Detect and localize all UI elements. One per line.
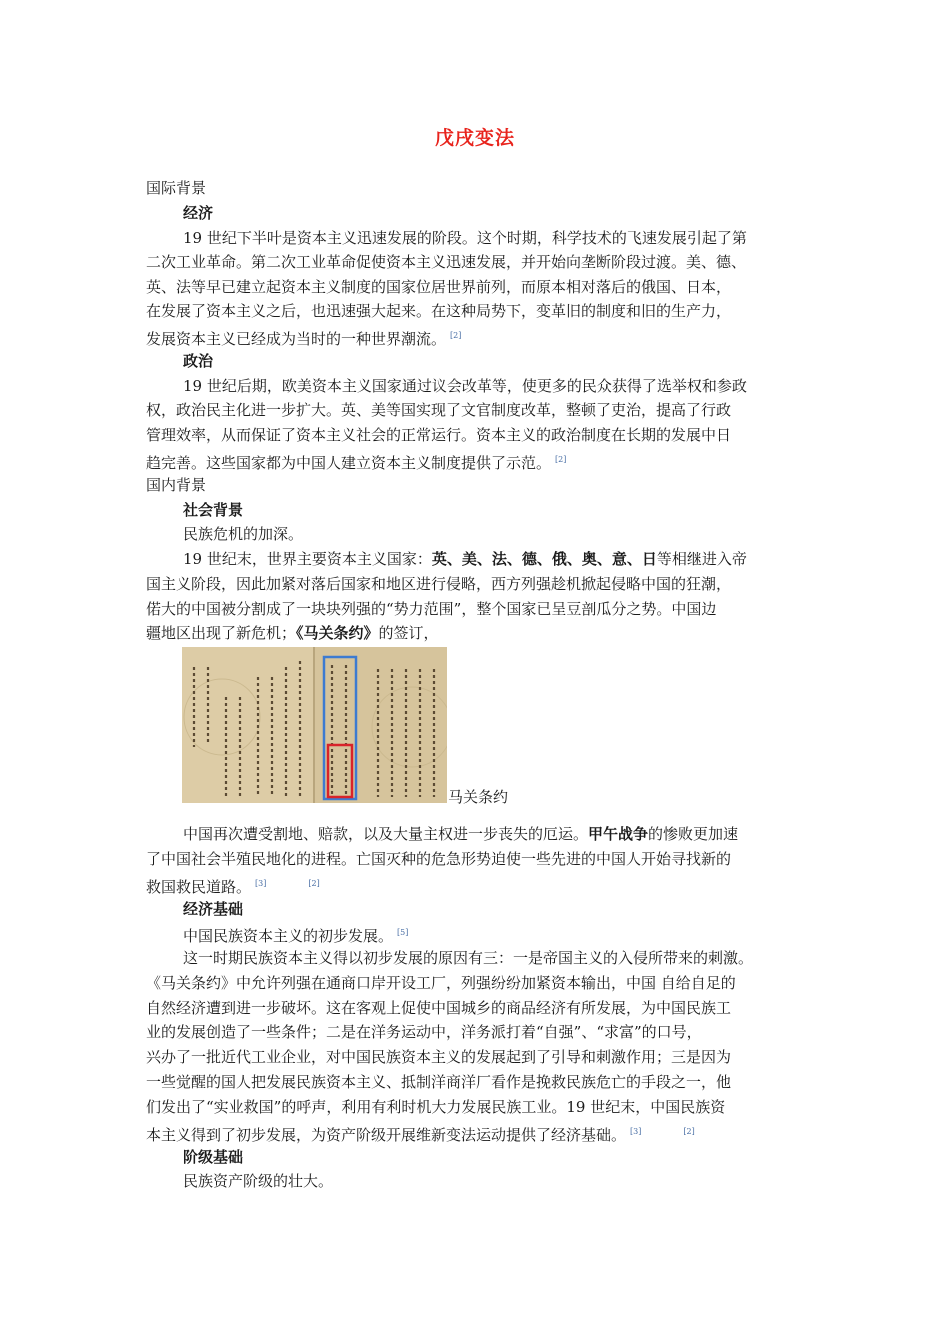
citation-2-link[interactable]: [2] — [450, 331, 462, 340]
econ-base-line-8 — [146, 1122, 695, 1145]
heading-economy: 经济 — [183, 204, 214, 222]
after-figure-line-3 — [146, 874, 320, 897]
econ-base-line-1: 这一时期民族资本主义得以初步发展的原因有三：一是帝国主义的入侵所带来的刺激。 — [183, 949, 754, 967]
economy-line-1: 19 世纪下半叶是资本主义迅速发展的阶段。这个时期，科学技术的飞速发展引起了第 — [183, 229, 747, 247]
politics-line-4-text: 趋完善。这些国家都为中国人建立资本主义制度提供了示范。 — [146, 454, 552, 472]
politics-line-2: 权，政治民主化进一步扩大。英、美等国实现了文官制度改革，整顿了吏治，提高了行政 — [146, 401, 732, 419]
economy-line-5 — [146, 326, 461, 349]
politics-line-3: 管理效率，从而保证了资本主义社会的正常运行。资本主义的政治制度在长期的发展中日 — [146, 426, 732, 444]
social-line-4 — [146, 623, 439, 643]
section-domestic-background: 国内背景 — [146, 476, 207, 494]
powers-list: 英、美、法、德、俄、奥、意、日 — [431, 550, 657, 568]
after-figure-line-1 — [183, 824, 738, 844]
citation-3-link[interactable]: [3] — [255, 879, 267, 888]
social-line-1 — [183, 549, 747, 569]
after-figure-line-2: 了中国社会半殖民地化的进程。亡国灭种的危急形势迫使一些先进的中国人开始寻找新的 — [146, 850, 732, 868]
social-line-4a: 疆地区出现了新危机； — [146, 624, 297, 642]
econ-base-line-5: 兴办了一批近代工业企业，对中国民族资本主义的发展起到了引导和刺激作用；三是因为 — [146, 1048, 732, 1066]
econ-base-intro — [183, 923, 408, 946]
page-title: 戊戌变法 — [434, 127, 515, 149]
after-figure-line-1a: 中国再次遭受割地、赔款，以及大量主权进一步丧失的厄运。 — [183, 825, 589, 843]
econ-base-intro-text: 中国民族资本主义的初步发展。 — [183, 927, 394, 945]
class-base-intro: 民族资产阶级的壮大。 — [183, 1172, 334, 1190]
citation-2-link[interactable]: [2] — [683, 1127, 695, 1136]
citation-2-link[interactable]: [2] — [308, 879, 320, 888]
social-line-1b: 等相继进入帝 — [656, 550, 747, 568]
econ-base-line-6: 一些觉醒的国人把发展民族资本主义、抵制洋商洋厂看作是挽救民族危亡的手段之一，他 — [146, 1073, 732, 1091]
econ-base-line-7: 们发出了“实业救国”的呼声，利用有利时机大力发展民族工业。19 世纪末，中国民族资 — [146, 1098, 726, 1116]
econ-base-line-8-text: 本主义得到了初步发展，为资产阶级开展维新变法运动提供了经济基础。 — [146, 1126, 627, 1144]
treaty-link[interactable]: 《马关条约》 — [296, 624, 379, 642]
econ-base-line-3: 自然经济遭到进一步破坏。这在客观上促使中国城乡的商品经济有所发展，为中国民族工 — [146, 999, 732, 1017]
social-line-2: 国主义阶段，因此加紧对落后国家和地区进行侵略，西方列强趁机掀起侵略中国的狂潮， — [146, 575, 732, 593]
war-link[interactable]: 甲午战争 — [588, 825, 649, 843]
economy-line-2: 二次工业革命。第二次工业革命促使资本主义迅速发展，并开始向垄断阶段过渡。美、德、 — [146, 253, 747, 271]
section-intl-background: 国际背景 — [146, 179, 207, 197]
treaty-document-image — [182, 647, 447, 803]
heading-social: 社会背景 — [183, 501, 244, 519]
treaty-scan-svg — [182, 647, 447, 803]
citation-5-link[interactable]: [5] — [397, 928, 409, 937]
heading-politics: 政治 — [183, 352, 214, 370]
after-figure-line-1b: 的惨败更加速 — [648, 825, 739, 843]
citation-2-link[interactable]: [2] — [555, 455, 567, 464]
economy-line-3: 英、法等早已建立起资本主义制度的国家位居世界前列，而原本相对落后的俄国、日本， — [146, 278, 732, 296]
figure-caption: 马关条约 — [448, 788, 509, 806]
social-intro: 民族危机的加深。 — [183, 525, 304, 543]
economy-line-4: 在发展了资本主义之后，也迅速强大起来。在这种局势下，变革旧的制度和旧的生产力， — [146, 302, 732, 320]
citation-3-link[interactable]: [3] — [630, 1127, 642, 1136]
social-line-4b: 的签订， — [378, 624, 439, 642]
after-figure-line-3-text: 救国救民道路。 — [146, 878, 252, 896]
politics-line-1: 19 世纪后期，欧美资本主义国家通过议会改革等，使更多的民众获得了选举权和参政 — [183, 377, 747, 395]
politics-line-4 — [146, 450, 566, 473]
economy-line-5-text: 发展资本主义已经成为当时的一种世界潮流。 — [146, 330, 447, 348]
heading-economic-base: 经济基础 — [183, 900, 244, 918]
social-line-3: 偌大的中国被分割成了一块块列强的“势力范围”，整个国家已呈豆剖瓜分之势。中国边 — [146, 600, 717, 618]
heading-class-base: 阶级基础 — [183, 1148, 244, 1166]
econ-base-line-2: 《马关条约》中允许列强在通商口岸开设工厂，列强纷纷加紧资本输出，中国 自给自足的 — [146, 974, 736, 992]
social-line-1a: 19 世纪末，世界主要资本主义国家： — [183, 550, 432, 568]
econ-base-line-4: 业的发展创造了一些条件；二是在洋务运动中，洋务派打着“自强”、“求富”的口号， — [146, 1023, 702, 1041]
